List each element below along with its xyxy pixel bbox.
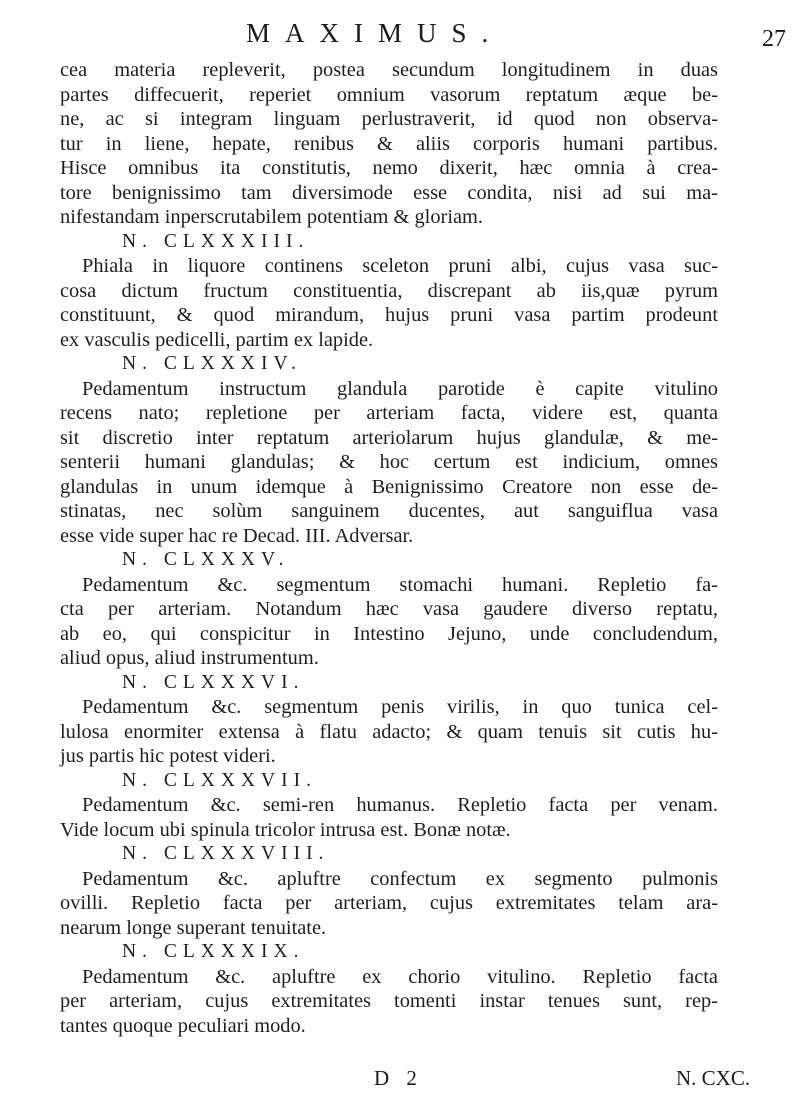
text-line: aliud opus, aliud instrumentum. bbox=[60, 647, 319, 669]
text-line: cea materia repleverit, postea secundum longitudinem in duas bbox=[60, 59, 718, 81]
entry-number-heading: N. CLXXXVI. bbox=[122, 671, 305, 693]
text-line: cosa dictum fructum constituentia, discrepant ab iis,quæ pyrum bbox=[60, 279, 718, 302]
text-line: Pedamentum &c. semi-ren humanus. Repletio facta per venam. bbox=[82, 794, 718, 816]
text-line: Pedamentum &c. apluftre ex chorio vitulino. Repletio facta bbox=[82, 965, 718, 988]
text-line: recens nato; repletione per arteriam facta, videre est, quanta bbox=[60, 402, 718, 424]
signature-mark: D 2 bbox=[374, 1066, 423, 1090]
text-line: senterii humani glandulas; & hoc certum est indicium, omnes bbox=[60, 451, 718, 473]
page-number: 27 bbox=[762, 26, 786, 52]
text-line: partes diffecuerit, reperiet omnium vasorum reptatum æque be- bbox=[60, 83, 718, 106]
catchword: N. CXC. bbox=[676, 1066, 751, 1090]
text-line: cta per arteriam. Notandum hæc vasa gaudere diverso reptatu, bbox=[60, 598, 718, 620]
text-line: Pedamentum &c. segmentum stomachi humani. Repletio fa- bbox=[82, 573, 718, 596]
body-text bbox=[60, 58, 718, 1038]
entry-number-heading: N. CLXXXVIII. bbox=[122, 843, 330, 864]
text-line: esse vide super hac re Decad. III. Adversar. bbox=[60, 524, 414, 547]
text-line: lulosa enormiter extensa à flatu adacto; & quam tenuis sit cutis hu- bbox=[60, 720, 718, 743]
text-line: nifestandam inperscrutabilem potentiam & gloriam. bbox=[60, 206, 483, 228]
entry-number-heading: N. CLXXXIV. bbox=[122, 353, 302, 374]
entry-number-heading: N. CLXXXIII. bbox=[122, 230, 310, 252]
text-line: nearum longe superant tenuitate. bbox=[60, 916, 327, 939]
text-line: Phiala in liquore continens sceleton pruni albi, cujus vasa suc- bbox=[82, 255, 718, 277]
text-line: Pedamentum instructum glandula parotide è capite vitulino bbox=[82, 377, 718, 400]
text-line: tore benignissimo tam diversimode esse condita, nisi ad sui ma- bbox=[60, 181, 718, 204]
text-line: ovilli. Repletio facta per arteriam, cujus extremitates telam ara- bbox=[60, 892, 718, 914]
page-header bbox=[0, 14, 801, 54]
entry-number-heading: N. CLXXXIX. bbox=[122, 941, 305, 962]
text-line: sit discretio inter reptatum arteriolarum hujus glandulæ, & me- bbox=[60, 426, 718, 449]
text-line: jus partis hic potest videri. bbox=[60, 745, 276, 767]
text-line: per arteriam, cujus extremitates tomenti instar tenues sunt, rep- bbox=[60, 990, 718, 1012]
text-line: Vide locum ubi spinula tricolor intrusa est. Bonæ notæ. bbox=[60, 818, 511, 841]
running-head: MAXIMUS. bbox=[246, 18, 504, 48]
entry-number-heading: N. CLXXXVII. bbox=[122, 769, 317, 791]
text-line: constituunt, & quod mirandum, hujus pruni vasa partim prodeunt bbox=[60, 304, 718, 326]
entry-number-heading: N. CLXXXV. bbox=[122, 549, 290, 570]
text-line: ab eo, qui conspicitur in Intestino Jejuno, unde concludendum, bbox=[60, 622, 718, 645]
text-line: ne, ac si integram linguam perlustraverit, id quod non observa- bbox=[60, 108, 718, 130]
text-line: tur in liene, hepate, renibus & aliis corporis humani partibus. bbox=[60, 132, 718, 155]
text-line: Pedamentum &c. segmentum penis virilis, in quo tunica cel- bbox=[82, 696, 718, 718]
text-line: tantes quoque peculiari modo. bbox=[60, 1014, 306, 1037]
text-line: stinatas, nec solùm sanguinem ducentes, aut sanguiflua vasa bbox=[60, 500, 718, 522]
text-line: glandulas in unum idemque à Benignissimo Creatore non esse de- bbox=[60, 475, 718, 498]
page-footer bbox=[0, 1066, 801, 1096]
text-line: ex vasculis pedicelli, partim ex lapide. bbox=[60, 328, 374, 351]
text-line: Pedamentum &c. apluftre confectum ex segmento pulmonis bbox=[82, 867, 718, 890]
text-line: Hisce omnibus ita constitutis, nemo dixerit, hæc omnia à crea- bbox=[60, 157, 718, 179]
